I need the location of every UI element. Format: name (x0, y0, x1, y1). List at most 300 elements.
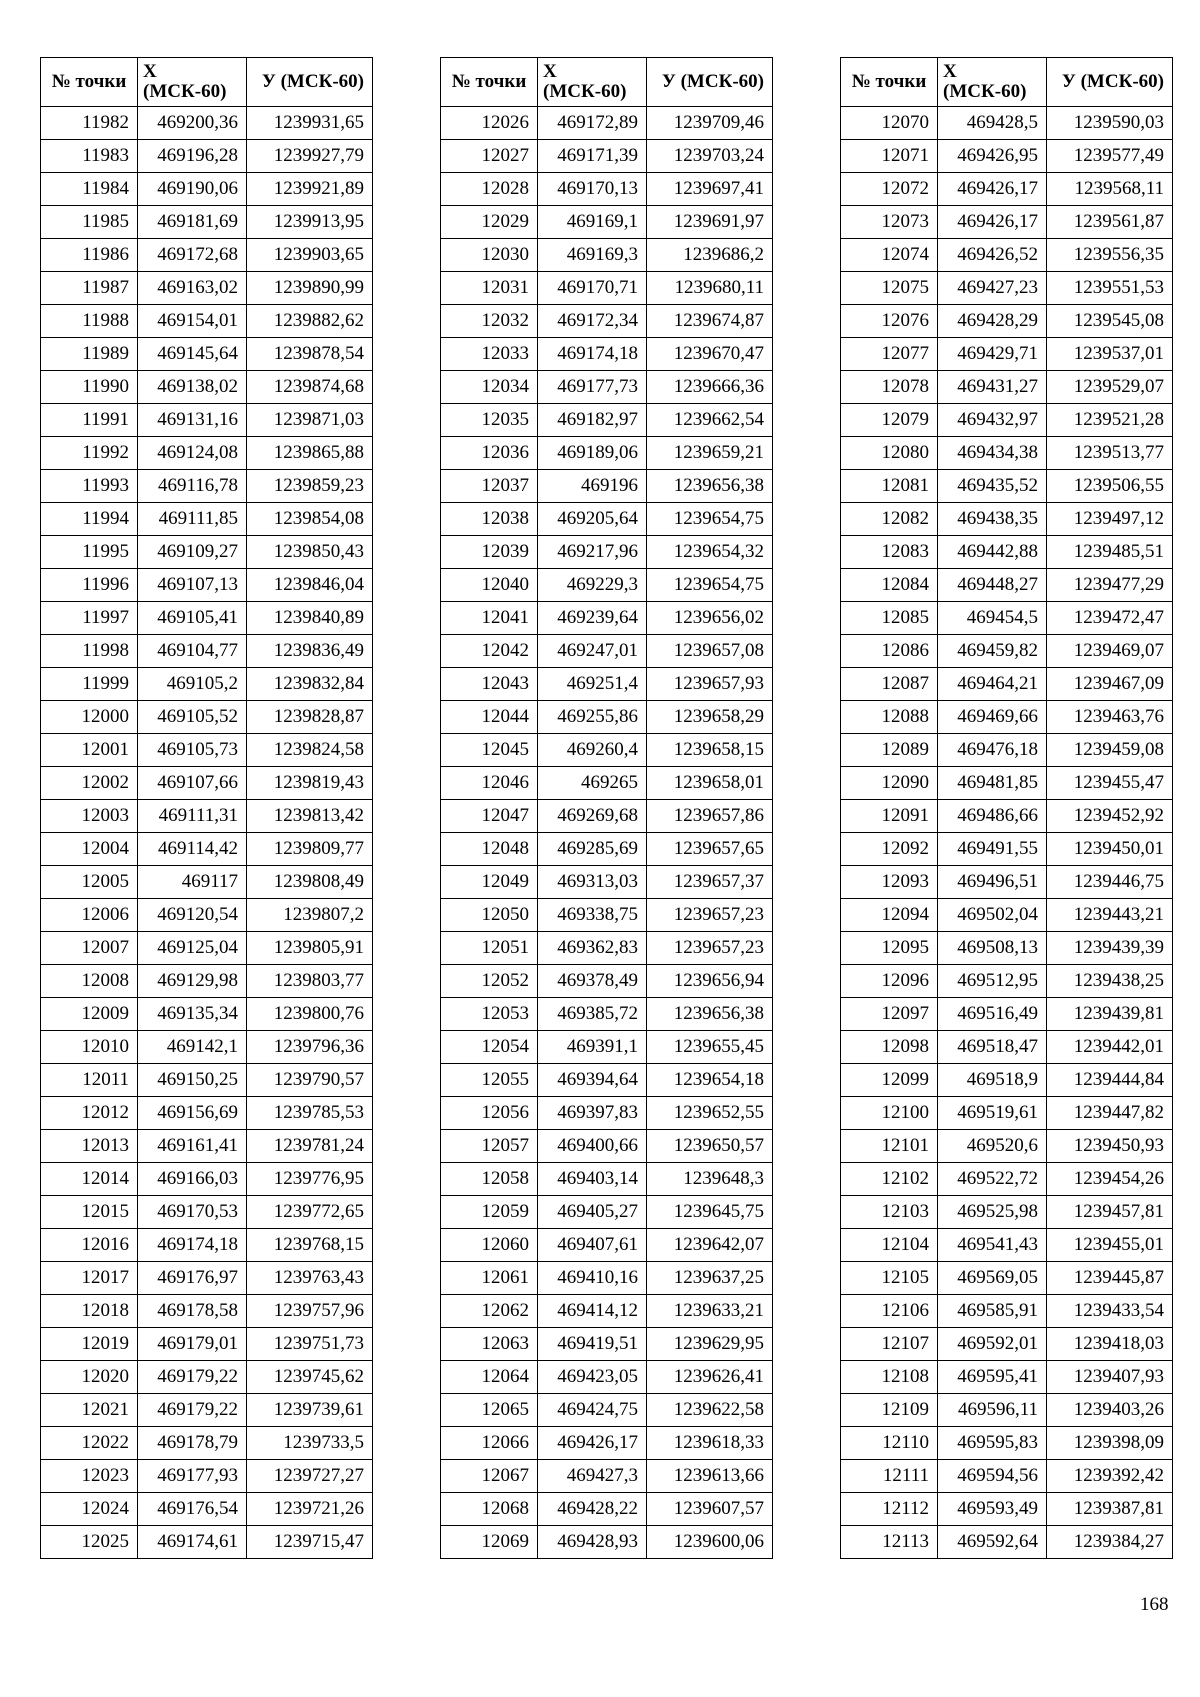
y-coordinate-cell: 1239697,41 (647, 173, 773, 206)
point-number-cell: 11998 (41, 635, 138, 668)
x-coordinate-cell: 469196 (538, 470, 647, 503)
x-coordinate-cell: 469117 (138, 866, 247, 899)
x-coordinate-cell: 469596,11 (938, 1394, 1047, 1427)
point-number-cell: 12097 (841, 998, 938, 1031)
table-row (841, 1427, 1173, 1460)
x-coordinate-cell: 469156,69 (138, 1097, 247, 1130)
x-coordinate-cell: 469428,29 (938, 305, 1047, 338)
y-coordinate-cell: 1239398,09 (1047, 1427, 1173, 1460)
point-number-cell: 12071 (841, 140, 938, 173)
point-number-cell: 12055 (441, 1064, 538, 1097)
point-number-cell: 11996 (41, 569, 138, 602)
point-number-cell: 12006 (41, 899, 138, 932)
y-coordinate-cell: 1239392,42 (1047, 1460, 1173, 1493)
table-row (41, 1229, 373, 1262)
x-coordinate-cell: 469434,38 (938, 437, 1047, 470)
y-coordinate-cell: 1239384,27 (1047, 1526, 1173, 1559)
point-number-cell: 12042 (441, 635, 538, 668)
point-number-cell: 12007 (41, 932, 138, 965)
point-number-cell: 12061 (441, 1262, 538, 1295)
point-number-cell: 12035 (441, 404, 538, 437)
coordinates-table-1 (40, 57, 373, 1559)
table-row (841, 1262, 1173, 1295)
x-coordinate-cell: 469260,4 (538, 734, 647, 767)
table-row (41, 668, 373, 701)
point-number-cell: 12038 (441, 503, 538, 536)
x-coordinate-cell: 469111,85 (138, 503, 247, 536)
y-coordinate-cell: 1239840,89 (247, 602, 373, 635)
table-row (841, 140, 1173, 173)
point-number-cell: 12053 (441, 998, 538, 1031)
table-row (441, 107, 773, 140)
table-row (441, 503, 773, 536)
y-coordinate-cell: 1239808,49 (247, 866, 373, 899)
y-coordinate-cell: 1239521,28 (1047, 404, 1173, 437)
x-coordinate-cell: 469592,01 (938, 1328, 1047, 1361)
header-x-coordinate: Х (МСК-60) (538, 58, 647, 107)
table-row (41, 1130, 373, 1163)
table-row (841, 470, 1173, 503)
table-row (441, 1262, 773, 1295)
table-row (441, 965, 773, 998)
y-coordinate-cell: 1239715,47 (247, 1526, 373, 1559)
y-coordinate-cell: 1239654,75 (647, 503, 773, 536)
table-row (441, 536, 773, 569)
table-row (41, 371, 373, 404)
x-coordinate-cell: 469105,2 (138, 668, 247, 701)
y-coordinate-cell: 1239600,06 (647, 1526, 773, 1559)
y-coordinate-cell: 1239813,42 (247, 800, 373, 833)
point-number-cell: 12009 (41, 998, 138, 1031)
table-row (41, 800, 373, 833)
point-number-cell: 12056 (441, 1097, 538, 1130)
table-row (41, 1427, 373, 1460)
point-number-cell: 12011 (41, 1064, 138, 1097)
x-coordinate-cell: 469414,12 (538, 1295, 647, 1328)
y-coordinate-cell: 1239577,49 (1047, 140, 1173, 173)
y-coordinate-cell: 1239656,38 (647, 998, 773, 1031)
point-number-cell: 12024 (41, 1493, 138, 1526)
point-number-cell: 12062 (441, 1295, 538, 1328)
point-number-cell: 12080 (841, 437, 938, 470)
table-row (441, 437, 773, 470)
y-coordinate-cell: 1239613,66 (647, 1460, 773, 1493)
table-row (41, 1460, 373, 1493)
y-coordinate-cell: 1239513,77 (1047, 437, 1173, 470)
y-coordinate-cell: 1239733,5 (247, 1427, 373, 1460)
x-coordinate-cell: 469427,23 (938, 272, 1047, 305)
x-coordinate-cell: 469169,1 (538, 206, 647, 239)
point-number-cell: 12049 (441, 866, 538, 899)
point-number-cell: 12101 (841, 1130, 938, 1163)
x-coordinate-cell: 469107,13 (138, 569, 247, 602)
table-row (41, 1394, 373, 1427)
table-row (841, 767, 1173, 800)
y-coordinate-cell: 1239763,43 (247, 1262, 373, 1295)
table-row (41, 1493, 373, 1526)
x-coordinate-cell: 469407,61 (538, 1229, 647, 1262)
table-row (441, 800, 773, 833)
y-coordinate-cell: 1239637,25 (647, 1262, 773, 1295)
y-coordinate-cell: 1239463,76 (1047, 701, 1173, 734)
point-number-cell: 12100 (841, 1097, 938, 1130)
table-row (841, 503, 1173, 536)
point-number-cell: 12103 (841, 1196, 938, 1229)
table-row (841, 404, 1173, 437)
x-coordinate-cell: 469426,95 (938, 140, 1047, 173)
x-coordinate-cell: 469176,97 (138, 1262, 247, 1295)
table-row (841, 1064, 1173, 1097)
table-row (441, 635, 773, 668)
y-coordinate-cell: 1239727,27 (247, 1460, 373, 1493)
table-row (441, 140, 773, 173)
x-coordinate-cell: 469519,61 (938, 1097, 1047, 1130)
x-coordinate-cell: 469486,66 (938, 800, 1047, 833)
point-number-cell: 12110 (841, 1427, 938, 1460)
y-coordinate-cell: 1239768,15 (247, 1229, 373, 1262)
point-number-cell: 12083 (841, 536, 938, 569)
x-coordinate-cell: 469178,79 (138, 1427, 247, 1460)
y-coordinate-cell: 1239657,93 (647, 668, 773, 701)
table-row (441, 1064, 773, 1097)
y-coordinate-cell: 1239805,91 (247, 932, 373, 965)
y-coordinate-cell: 1239446,75 (1047, 866, 1173, 899)
y-coordinate-cell: 1239680,11 (647, 272, 773, 305)
point-number-cell: 12063 (441, 1328, 538, 1361)
point-number-cell: 12043 (441, 668, 538, 701)
point-number-cell: 12078 (841, 371, 938, 404)
table-row (841, 1394, 1173, 1427)
x-coordinate-cell: 469496,51 (938, 866, 1047, 899)
point-number-cell: 12003 (41, 800, 138, 833)
point-number-cell: 12107 (841, 1328, 938, 1361)
y-coordinate-cell: 1239648,3 (647, 1163, 773, 1196)
x-coordinate-cell: 469169,3 (538, 239, 647, 272)
x-coordinate-cell: 469438,35 (938, 503, 1047, 536)
point-number-cell: 11984 (41, 173, 138, 206)
point-number-cell: 12084 (841, 569, 938, 602)
table-row (841, 1328, 1173, 1361)
header-row (841, 58, 1173, 107)
point-number-cell: 12033 (441, 338, 538, 371)
point-number-cell: 12082 (841, 503, 938, 536)
table-row (41, 338, 373, 371)
x-coordinate-cell: 469426,17 (938, 206, 1047, 239)
x-coordinate-cell: 469391,1 (538, 1031, 647, 1064)
y-coordinate-cell: 1239670,47 (647, 338, 773, 371)
y-coordinate-cell: 1239657,86 (647, 800, 773, 833)
point-number-cell: 12048 (441, 833, 538, 866)
point-number-cell: 12031 (441, 272, 538, 305)
point-number-cell: 12109 (841, 1394, 938, 1427)
y-coordinate-cell: 1239757,96 (247, 1295, 373, 1328)
table-row (841, 569, 1173, 602)
y-coordinate-cell: 1239459,08 (1047, 734, 1173, 767)
y-coordinate-cell: 1239803,77 (247, 965, 373, 998)
x-coordinate-cell: 469176,54 (138, 1493, 247, 1526)
y-coordinate-cell: 1239618,33 (647, 1427, 773, 1460)
header-y-coordinate: У (МСК-60) (647, 58, 773, 107)
x-coordinate-cell: 469428,22 (538, 1493, 647, 1526)
point-number-cell: 12026 (441, 107, 538, 140)
y-coordinate-cell: 1239645,75 (647, 1196, 773, 1229)
table-row (441, 899, 773, 932)
table-row (441, 1229, 773, 1262)
x-coordinate-cell: 469196,28 (138, 140, 247, 173)
point-number-cell: 12004 (41, 833, 138, 866)
y-coordinate-cell: 1239477,29 (1047, 569, 1173, 602)
x-coordinate-cell: 469426,17 (938, 173, 1047, 206)
table-row (441, 1196, 773, 1229)
table-row (441, 1361, 773, 1394)
point-number-cell: 12058 (441, 1163, 538, 1196)
table-row (841, 1295, 1173, 1328)
point-number-cell: 12094 (841, 899, 938, 932)
point-number-cell: 12020 (41, 1361, 138, 1394)
y-coordinate-cell: 1239871,03 (247, 404, 373, 437)
y-coordinate-cell: 1239874,68 (247, 371, 373, 404)
x-coordinate-cell: 469285,69 (538, 833, 647, 866)
y-coordinate-cell: 1239568,11 (1047, 173, 1173, 206)
x-coordinate-cell: 469397,83 (538, 1097, 647, 1130)
x-coordinate-cell: 469423,05 (538, 1361, 647, 1394)
page-number: 168 (1140, 1594, 1169, 1615)
point-number-cell: 12075 (841, 272, 938, 305)
table-row (441, 1097, 773, 1130)
table-row (41, 899, 373, 932)
y-coordinate-cell: 1239497,12 (1047, 503, 1173, 536)
table-row (841, 272, 1173, 305)
point-number-cell: 11993 (41, 470, 138, 503)
point-number-cell: 12072 (841, 173, 938, 206)
point-number-cell: 12069 (441, 1526, 538, 1559)
x-coordinate-cell: 469172,89 (538, 107, 647, 140)
point-number-cell: 12000 (41, 701, 138, 734)
x-coordinate-cell: 469448,27 (938, 569, 1047, 602)
point-number-cell: 12066 (441, 1427, 538, 1460)
x-coordinate-cell: 469190,06 (138, 173, 247, 206)
x-coordinate-cell: 469595,83 (938, 1427, 1047, 1460)
table-row (41, 1031, 373, 1064)
point-number-cell: 12044 (441, 701, 538, 734)
x-coordinate-cell: 469114,42 (138, 833, 247, 866)
x-coordinate-cell: 469394,64 (538, 1064, 647, 1097)
x-coordinate-cell: 469154,01 (138, 305, 247, 338)
table-row (41, 404, 373, 437)
header-point-number: № точки (441, 58, 538, 107)
table-row (41, 1328, 373, 1361)
x-coordinate-cell: 469269,68 (538, 800, 647, 833)
y-coordinate-cell: 1239485,51 (1047, 536, 1173, 569)
x-coordinate-cell: 469145,64 (138, 338, 247, 371)
y-coordinate-cell: 1239654,75 (647, 569, 773, 602)
point-number-cell: 12111 (841, 1460, 938, 1493)
point-number-cell: 12073 (841, 206, 938, 239)
table-row (441, 602, 773, 635)
point-number-cell: 12104 (841, 1229, 938, 1262)
point-number-cell: 12102 (841, 1163, 938, 1196)
y-coordinate-cell: 1239529,07 (1047, 371, 1173, 404)
table-row (441, 1394, 773, 1427)
x-coordinate-cell: 469170,53 (138, 1196, 247, 1229)
y-coordinate-cell: 1239882,62 (247, 305, 373, 338)
table-row (41, 965, 373, 998)
x-coordinate-cell: 469403,14 (538, 1163, 647, 1196)
table-row (41, 239, 373, 272)
x-coordinate-cell: 469405,27 (538, 1196, 647, 1229)
point-number-cell: 12046 (441, 767, 538, 800)
x-coordinate-cell: 469107,66 (138, 767, 247, 800)
y-coordinate-cell: 1239772,65 (247, 1196, 373, 1229)
point-number-cell: 11995 (41, 536, 138, 569)
y-coordinate-cell: 1239709,46 (647, 107, 773, 140)
x-coordinate-cell: 469518,47 (938, 1031, 1047, 1064)
y-coordinate-cell: 1239658,15 (647, 734, 773, 767)
x-coordinate-cell: 469385,72 (538, 998, 647, 1031)
y-coordinate-cell: 1239686,2 (647, 239, 773, 272)
table-row (841, 1229, 1173, 1262)
x-coordinate-cell: 469179,01 (138, 1328, 247, 1361)
x-coordinate-cell: 469410,16 (538, 1262, 647, 1295)
y-coordinate-cell: 1239865,88 (247, 437, 373, 470)
table-row (841, 371, 1173, 404)
table-row (441, 239, 773, 272)
point-number-cell: 12039 (441, 536, 538, 569)
table-row (441, 668, 773, 701)
y-coordinate-cell: 1239652,55 (647, 1097, 773, 1130)
point-number-cell: 12099 (841, 1064, 938, 1097)
x-coordinate-cell: 469150,25 (138, 1064, 247, 1097)
x-coordinate-cell: 469174,18 (138, 1229, 247, 1262)
point-number-cell: 12091 (841, 800, 938, 833)
x-coordinate-cell: 469522,72 (938, 1163, 1047, 1196)
table-row (441, 701, 773, 734)
x-coordinate-cell: 469464,21 (938, 668, 1047, 701)
y-coordinate-cell: 1239545,08 (1047, 305, 1173, 338)
point-number-cell: 12092 (841, 833, 938, 866)
y-coordinate-cell: 1239407,93 (1047, 1361, 1173, 1394)
y-coordinate-cell: 1239657,08 (647, 635, 773, 668)
point-number-cell: 11999 (41, 668, 138, 701)
x-coordinate-cell: 469171,39 (538, 140, 647, 173)
y-coordinate-cell: 1239626,41 (647, 1361, 773, 1394)
x-coordinate-cell: 469426,17 (538, 1427, 647, 1460)
x-coordinate-cell: 469508,13 (938, 932, 1047, 965)
y-coordinate-cell: 1239439,81 (1047, 998, 1173, 1031)
x-coordinate-cell: 469251,4 (538, 668, 647, 701)
y-coordinate-cell: 1239890,99 (247, 272, 373, 305)
table-row (841, 107, 1173, 140)
point-number-cell: 12076 (841, 305, 938, 338)
table-row (41, 305, 373, 338)
point-number-cell: 12059 (441, 1196, 538, 1229)
point-number-cell: 11997 (41, 602, 138, 635)
point-number-cell: 12064 (441, 1361, 538, 1394)
y-coordinate-cell: 1239445,87 (1047, 1262, 1173, 1295)
table-row (441, 1130, 773, 1163)
table-row (441, 1427, 773, 1460)
point-number-cell: 12027 (441, 140, 538, 173)
y-coordinate-cell: 1239658,01 (647, 767, 773, 800)
point-number-cell: 11986 (41, 239, 138, 272)
y-coordinate-cell: 1239551,53 (1047, 272, 1173, 305)
x-coordinate-cell: 469516,49 (938, 998, 1047, 1031)
table-row (841, 932, 1173, 965)
point-number-cell: 12030 (441, 239, 538, 272)
x-coordinate-cell: 469105,73 (138, 734, 247, 767)
x-coordinate-cell: 469111,31 (138, 800, 247, 833)
point-number-cell: 12065 (441, 1394, 538, 1427)
x-coordinate-cell: 469520,6 (938, 1130, 1047, 1163)
x-coordinate-cell: 469428,93 (538, 1526, 647, 1559)
y-coordinate-cell: 1239656,94 (647, 965, 773, 998)
table-row (841, 1493, 1173, 1526)
x-coordinate-cell: 469205,64 (538, 503, 647, 536)
point-number-cell: 12040 (441, 569, 538, 602)
table-row (841, 866, 1173, 899)
x-coordinate-cell: 469469,66 (938, 701, 1047, 734)
point-number-cell: 12095 (841, 932, 938, 965)
table-row (41, 635, 373, 668)
x-coordinate-cell: 469172,34 (538, 305, 647, 338)
point-number-cell: 12067 (441, 1460, 538, 1493)
x-coordinate-cell: 469585,91 (938, 1295, 1047, 1328)
header-x-coordinate: Х (МСК-60) (938, 58, 1047, 107)
x-coordinate-cell: 469594,56 (938, 1460, 1047, 1493)
x-coordinate-cell: 469179,22 (138, 1361, 247, 1394)
point-number-cell: 12081 (841, 470, 938, 503)
y-coordinate-cell: 1239656,38 (647, 470, 773, 503)
table-row (841, 1031, 1173, 1064)
table-row (441, 1328, 773, 1361)
y-coordinate-cell: 1239785,53 (247, 1097, 373, 1130)
table-row (841, 536, 1173, 569)
table-row (841, 1163, 1173, 1196)
x-coordinate-cell: 469426,52 (938, 239, 1047, 272)
x-coordinate-cell: 469105,52 (138, 701, 247, 734)
point-number-cell: 12008 (41, 965, 138, 998)
table-row (441, 1295, 773, 1328)
x-coordinate-cell: 469181,69 (138, 206, 247, 239)
y-coordinate-cell: 1239739,61 (247, 1394, 373, 1427)
point-number-cell: 12087 (841, 668, 938, 701)
y-coordinate-cell: 1239781,24 (247, 1130, 373, 1163)
x-coordinate-cell: 469170,71 (538, 272, 647, 305)
y-coordinate-cell: 1239444,84 (1047, 1064, 1173, 1097)
table-row (841, 668, 1173, 701)
y-coordinate-cell: 1239854,08 (247, 503, 373, 536)
header-point-number: № точки (41, 58, 138, 107)
table-row (841, 437, 1173, 470)
point-number-cell: 12015 (41, 1196, 138, 1229)
table-row (841, 305, 1173, 338)
table-row (41, 569, 373, 602)
y-coordinate-cell: 1239387,81 (1047, 1493, 1173, 1526)
point-number-cell: 12108 (841, 1361, 938, 1394)
x-coordinate-cell: 469124,08 (138, 437, 247, 470)
table-row (841, 1196, 1173, 1229)
x-coordinate-cell: 469142,1 (138, 1031, 247, 1064)
y-coordinate-cell: 1239455,01 (1047, 1229, 1173, 1262)
x-coordinate-cell: 469161,41 (138, 1130, 247, 1163)
point-number-cell: 12013 (41, 1130, 138, 1163)
header-row (41, 58, 373, 107)
x-coordinate-cell: 469459,82 (938, 635, 1047, 668)
y-coordinate-cell: 1239472,47 (1047, 602, 1173, 635)
y-coordinate-cell: 1239629,95 (647, 1328, 773, 1361)
y-coordinate-cell: 1239662,54 (647, 404, 773, 437)
y-coordinate-cell: 1239657,23 (647, 932, 773, 965)
